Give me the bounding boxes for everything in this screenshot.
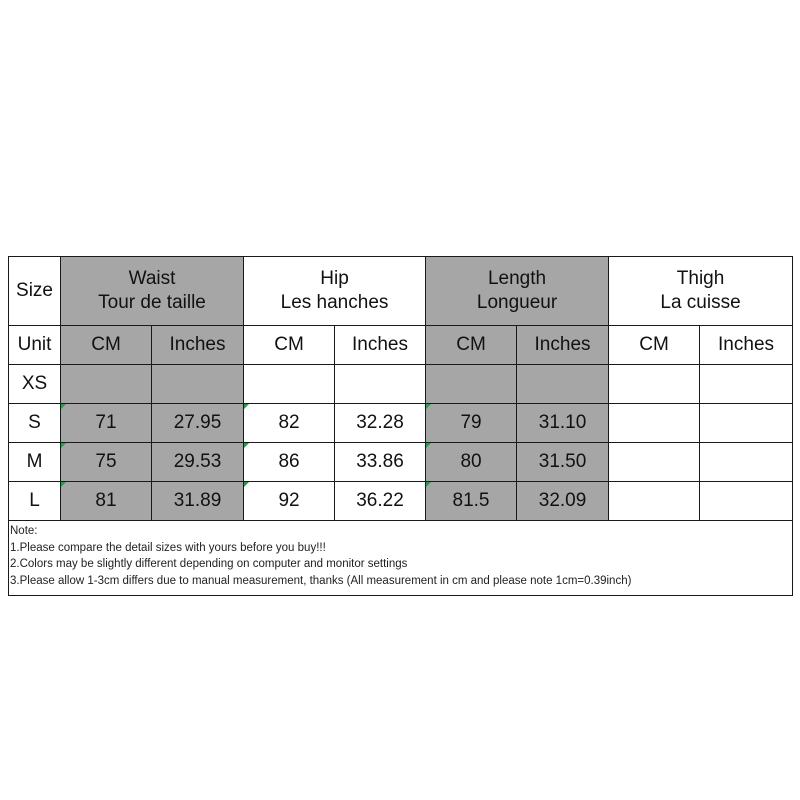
- note-heading: Note:: [10, 525, 38, 537]
- length-cm-unit: CM: [426, 326, 517, 365]
- note-line-3: 3.Please allow 1-3cm differs due to manual measurement, thanks (All measurement in cm and please note 1cm=0.39inch): [10, 574, 632, 587]
- length-cm-cell: [426, 365, 517, 404]
- hip-cm-cell: [244, 365, 335, 404]
- thigh-inches-cell: [700, 404, 793, 443]
- note-line-1: 1.Please compare the detail sizes with yours before you buy!!!: [10, 541, 326, 554]
- length-inches-cell: [517, 365, 609, 404]
- thigh-cm-cell: [609, 365, 700, 404]
- length-inches-cell: 31.50: [517, 443, 609, 482]
- size-row-s: [9, 404, 793, 443]
- length-inches-cell: 31.10: [517, 404, 609, 443]
- hip-header-fr: Les hanches: [280, 292, 389, 313]
- size-label: L: [9, 482, 61, 521]
- waist-cm-cell: [61, 365, 152, 404]
- size-label: XS: [9, 365, 61, 404]
- thigh-inches-cell: [700, 482, 793, 521]
- thigh-inches-cell: [700, 365, 793, 404]
- size-label: S: [9, 404, 61, 443]
- thigh-cm-cell: [609, 482, 700, 521]
- unit-row: [9, 326, 793, 365]
- thigh-inches-cell: [700, 443, 793, 482]
- note-line-2: 2.Colors may be slightly different depending on computer and monitor settings: [10, 558, 408, 570]
- hip-inches-cell: 36.22: [335, 482, 426, 521]
- length-header: [426, 257, 609, 326]
- length-header-fr: Longueur: [476, 292, 558, 313]
- thigh-header: [609, 257, 793, 326]
- size-row-m: [9, 443, 793, 482]
- size-label: M: [9, 443, 61, 482]
- thigh-header-fr: La cuisse: [660, 292, 741, 313]
- waist-cm-cell: 71: [61, 404, 152, 443]
- waist-cm-unit: CM: [61, 326, 152, 365]
- hip-inches-cell: 33.86: [335, 443, 426, 482]
- thigh-cm-unit: CM: [609, 326, 700, 365]
- hip-cm-unit: CM: [244, 326, 335, 365]
- waist-header-fr: Tour de taille: [98, 292, 206, 313]
- waist-inches-cell: 27.95: [152, 404, 244, 443]
- length-cm-cell: 80: [426, 443, 517, 482]
- waist-inches-cell: 29.53: [152, 443, 244, 482]
- size-chart-table: [8, 256, 793, 596]
- waist-inches-cell: 31.89: [152, 482, 244, 521]
- length-inches-cell: 32.09: [517, 482, 609, 521]
- header-row: [9, 257, 793, 326]
- hip-header: [244, 257, 426, 326]
- thigh-header-en: Thigh: [676, 268, 725, 289]
- hip-cm-cell: 82: [244, 404, 335, 443]
- hip-cm-cell: 92: [244, 482, 335, 521]
- size-row-l: [9, 482, 793, 521]
- waist-inches-unit: Inches: [152, 326, 244, 365]
- unit-label: Unit: [9, 326, 61, 365]
- notes-row: [9, 521, 793, 596]
- waist-cm-cell: 81: [61, 482, 152, 521]
- length-cm-cell: 79: [426, 404, 517, 443]
- size-row-xs: [9, 365, 793, 404]
- waist-inches-cell: [152, 365, 244, 404]
- length-header-en: Length: [487, 268, 547, 289]
- waist-header: [61, 257, 244, 326]
- thigh-cm-cell: [609, 404, 700, 443]
- hip-cm-cell: 86: [244, 443, 335, 482]
- thigh-inches-unit: Inches: [700, 326, 793, 365]
- hip-inches-cell: 32.28: [335, 404, 426, 443]
- length-cm-cell: 81.5: [426, 482, 517, 521]
- hip-inches-cell: [335, 365, 426, 404]
- thigh-cm-cell: [609, 443, 700, 482]
- size-header: Size: [9, 257, 61, 326]
- hip-header-en: Hip: [320, 268, 349, 289]
- hip-inches-unit: Inches: [335, 326, 426, 365]
- notes-cell: [9, 521, 793, 596]
- waist-header-en: Waist: [128, 268, 176, 289]
- waist-cm-cell: 75: [61, 443, 152, 482]
- length-inches-unit: Inches: [517, 326, 609, 365]
